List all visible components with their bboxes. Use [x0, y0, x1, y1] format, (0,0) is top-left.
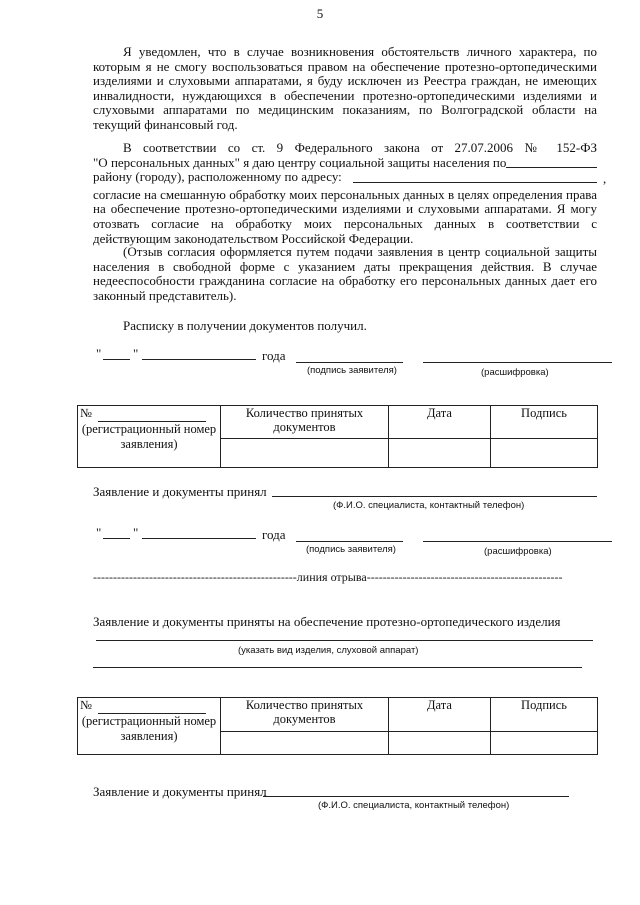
receipt-received-text: Расписку в получении документов получил.	[123, 318, 367, 333]
decoding-line-2[interactable]	[423, 541, 612, 542]
registration-number-caption-2: (регистрационный номер заявления)	[81, 714, 217, 743]
specialist-label-2: (Ф.И.О. специалиста, контактный телефон)	[318, 800, 510, 811]
decoding-line[interactable]	[423, 362, 612, 363]
date-cell[interactable]	[389, 439, 491, 468]
month-field-line-2[interactable]	[142, 538, 256, 539]
withdrawal-paragraph	[93, 245, 597, 303]
decoding-label-2: (расшифровка)	[484, 546, 552, 557]
address-comma: ,	[603, 171, 607, 186]
item-extra-line[interactable]	[93, 667, 582, 668]
consent-body: согласие на смешанную обработку моих персональных данных в целях определения права на обеспечение протезно-ортопедическими изделиями и слуховыми аппаратами. Я могу отозвать согласие на обработку моих персональных данных в соответствии с действующим законодательством Российской Федерации.	[93, 186, 597, 246]
district-field-line[interactable]	[506, 167, 597, 168]
notice-text: Я уведомлен, что в случае возникновения обстоятельств личного характера, по которым я не смогу воспользоваться правом на обеспечение протезно-ортопедическими изделиями и слуховыми аппаратами, я буду исключен из Реестра граждан, не имеющих инвалидности, нуждающихся в обеспечении протезно-ортопедическими изделиями и слуховыми аппаратами по медицинским показаниям, по Волгоградской области на текущий финансовый год.	[93, 44, 597, 132]
registration-table-2	[77, 697, 598, 755]
specialist-line-2[interactable]	[263, 796, 569, 797]
consent-line-1: В соответствии со ст. 9 Федерального закона от 27.07.2006 № 152-ФЗ	[123, 140, 597, 155]
withdrawal-text: (Отзыв согласия оформляется путем подачи заявления в центр социальной защиты населения в свободной форме с указанием даты прекращения действия. В случае недееспособности гражданина согласие на обработку его персональных данных дает его законный представитель).	[93, 244, 597, 303]
date-quote-open: "	[96, 346, 102, 361]
specialist-line[interactable]	[272, 496, 597, 497]
page-number: 5	[316, 6, 324, 21]
registration-number-cell-2[interactable]	[78, 698, 221, 755]
date-quote-open-2: "	[96, 525, 102, 540]
decoding-label: (расшифровка)	[481, 367, 549, 378]
consent-paragraph	[93, 141, 597, 246]
date-quote-close: "	[133, 346, 139, 361]
col-date: Дата	[389, 406, 491, 439]
item-type-label: (указать вид изделия, слуховой аппарат)	[238, 645, 419, 656]
signature-cell[interactable]	[491, 439, 598, 468]
accepted-by-label: Заявление и документы принял	[93, 484, 267, 499]
year-word-2: года	[262, 527, 286, 542]
col-signature-2: Подпись	[491, 698, 598, 732]
consent-line-3: району (городу), расположенному по адресу:	[93, 169, 342, 185]
cut-line: ---------------------------------------------------линия отрыва-------------------------------------------------	[93, 570, 563, 584]
month-field-line[interactable]	[142, 359, 256, 360]
number-sign: №	[80, 406, 92, 420]
registration-number-line	[98, 421, 206, 422]
applicant-signature-label: (подпись заявителя)	[307, 365, 397, 376]
number-sign-2: №	[80, 698, 92, 712]
applicant-signature-line[interactable]	[296, 362, 403, 363]
specialist-label: (Ф.И.О. специалиста, контактный телефон)	[333, 500, 525, 511]
documents-count-cell[interactable]	[221, 439, 389, 468]
day-field-line-2[interactable]	[103, 538, 130, 539]
applicant-signature-label-2: (подпись заявителя)	[306, 544, 396, 555]
address-field-line[interactable]	[353, 182, 597, 183]
date-cell-2[interactable]	[389, 732, 491, 755]
applicant-signature-line-2[interactable]	[296, 541, 403, 542]
documents-count-cell-2[interactable]	[221, 732, 389, 755]
notice-paragraph	[93, 45, 597, 133]
col-date-2: Дата	[389, 698, 491, 732]
col-documents-count: Количество принятых документов	[221, 406, 389, 439]
signature-cell-2[interactable]	[491, 732, 598, 755]
registration-number-caption: (регистрационный номер заявления)	[81, 422, 217, 451]
item-type-line[interactable]	[96, 640, 593, 641]
registration-number-line-2	[98, 713, 206, 714]
col-signature: Подпись	[491, 406, 598, 439]
col-documents-count-2: Количество принятых документов	[221, 698, 389, 732]
consent-line-2: "О персональных данных" я даю центру социальной защиты населения по	[93, 154, 507, 170]
accepted-by-label-2: Заявление и документы принял	[93, 784, 267, 799]
day-field-line[interactable]	[103, 359, 130, 360]
registration-number-cell[interactable]	[78, 406, 221, 468]
accepted-for-item-text: Заявление и документы приняты на обеспечение протезно-ортопедического изделия	[93, 614, 561, 629]
year-word: года	[262, 348, 286, 363]
date-quote-close-2: "	[133, 525, 139, 540]
registration-table	[77, 405, 598, 468]
